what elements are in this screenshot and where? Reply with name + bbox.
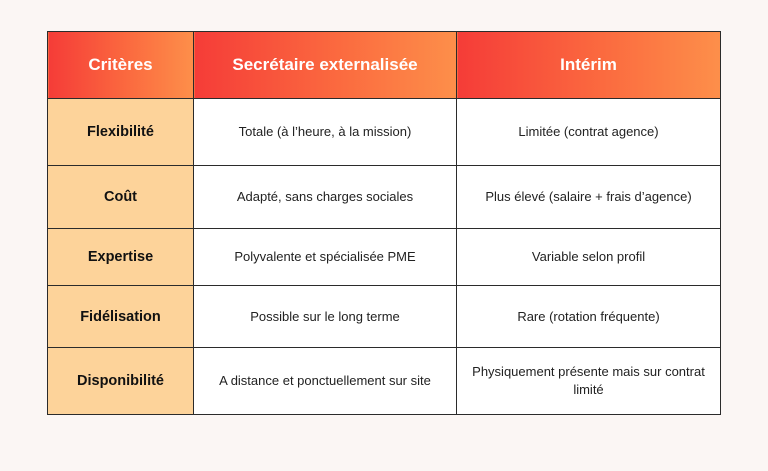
- header-secretaire-externalisee: Secrétaire externalisée: [194, 32, 457, 99]
- table-row: [48, 166, 721, 229]
- secretaire-cell: A distance et ponctuellement sur site: [194, 348, 457, 415]
- criteria-cell: Flexibilité: [48, 99, 194, 166]
- criteria-cell: Disponibilité: [48, 348, 194, 415]
- secretaire-cell: Adapté, sans charges sociales: [194, 166, 457, 229]
- table-header-row: [48, 32, 721, 99]
- header-criteres: Critères: [48, 32, 194, 99]
- interim-cell: Physiquement présente mais sur contrat limité: [457, 348, 721, 415]
- secretaire-cell: Possible sur le long terme: [194, 286, 457, 348]
- criteria-cell: Expertise: [48, 229, 194, 286]
- table-row: [48, 229, 721, 286]
- interim-cell: Variable selon profil: [457, 229, 721, 286]
- table-row: [48, 286, 721, 348]
- secretaire-cell: Polyvalente et spécialisée PME: [194, 229, 457, 286]
- interim-cell: Rare (rotation fréquente): [457, 286, 721, 348]
- criteria-cell: Fidélisation: [48, 286, 194, 348]
- table-row: [48, 99, 721, 166]
- interim-cell: Plus élevé (salaire + frais d’agence): [457, 166, 721, 229]
- criteria-cell: Coût: [48, 166, 194, 229]
- table-row: [48, 348, 721, 415]
- interim-cell: Limitée (contrat agence): [457, 99, 721, 166]
- secretaire-cell: Totale (à l’heure, à la mission): [194, 99, 457, 166]
- comparison-table: [47, 31, 721, 415]
- header-interim: Intérim: [457, 32, 721, 99]
